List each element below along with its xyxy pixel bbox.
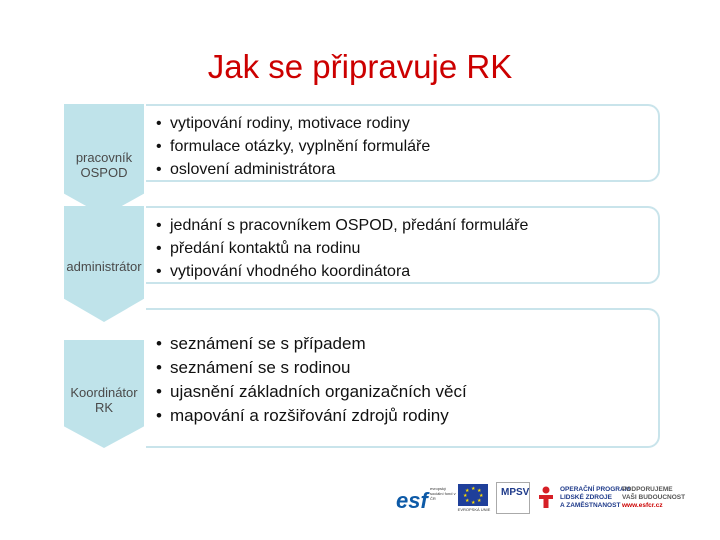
footer-logos <box>396 482 696 516</box>
step-label-line: Koordinátor <box>70 385 138 400</box>
step-label-administrator <box>49 259 159 274</box>
step-label-line: OSPOD <box>80 165 128 180</box>
support-line: VAŠI BUDOUCNOST <box>622 494 686 501</box>
list-item: • seznámení se s případem <box>146 332 658 356</box>
support-line: PODPORUJEME <box>622 486 673 493</box>
op-line: OPERAČNÍ PROGRAM <box>560 486 631 493</box>
step-label-line: pracovník <box>75 150 133 165</box>
list-item: • mapování a rozšiřování zdrojů rodiny <box>146 404 658 428</box>
step-label-koordinator <box>49 385 159 415</box>
eu-caption: EVROPSKÁ UNIE <box>457 507 491 512</box>
list-item: • formulace otázky, vyplnění formuláře <box>146 135 658 158</box>
step-box-administrator <box>146 206 660 284</box>
mpsv-logo <box>496 482 530 514</box>
list-item: • vytipování rodiny, motivace rodiny <box>146 112 658 135</box>
support-text <box>622 486 702 510</box>
op-figure-icon <box>536 486 556 508</box>
op-line: A ZAMĚSTNANOST <box>560 502 621 509</box>
list-item: • předání kontaktů na rodinu <box>146 237 658 260</box>
esf-logo-text: esf <box>396 488 428 513</box>
support-url: www.esfcr.cz <box>622 502 663 509</box>
esf-logo-caption: evropský sociální fond v ČR <box>430 486 456 501</box>
step-box-koordinator <box>146 308 660 448</box>
list-item: • oslovení administrátora <box>146 158 658 181</box>
list-item: • jednání s pracovníkem OSPOD, předání formuláře <box>146 214 658 237</box>
esf-logo <box>396 482 454 514</box>
list-item: • ujasnění základních organizačních věcí <box>146 380 658 404</box>
mpsv-logo-text: MPSV <box>501 487 530 498</box>
op-line: LIDSKÉ ZDROJE <box>560 494 613 501</box>
eu-flag-icon: ★ ★ ★ ★ ★ ★ ★ ★ <box>458 484 488 506</box>
list-item: • vytipování vhodného koordinátora <box>146 260 658 283</box>
step-label-ospod <box>49 150 159 180</box>
step-box-ospod <box>146 104 660 182</box>
step-label-line: RK <box>94 400 114 415</box>
step-label-line: administrátor <box>66 259 142 274</box>
list-item: • seznámení se s rodinou <box>146 356 658 380</box>
slide-title: Jak se připravuje RK <box>207 48 513 85</box>
